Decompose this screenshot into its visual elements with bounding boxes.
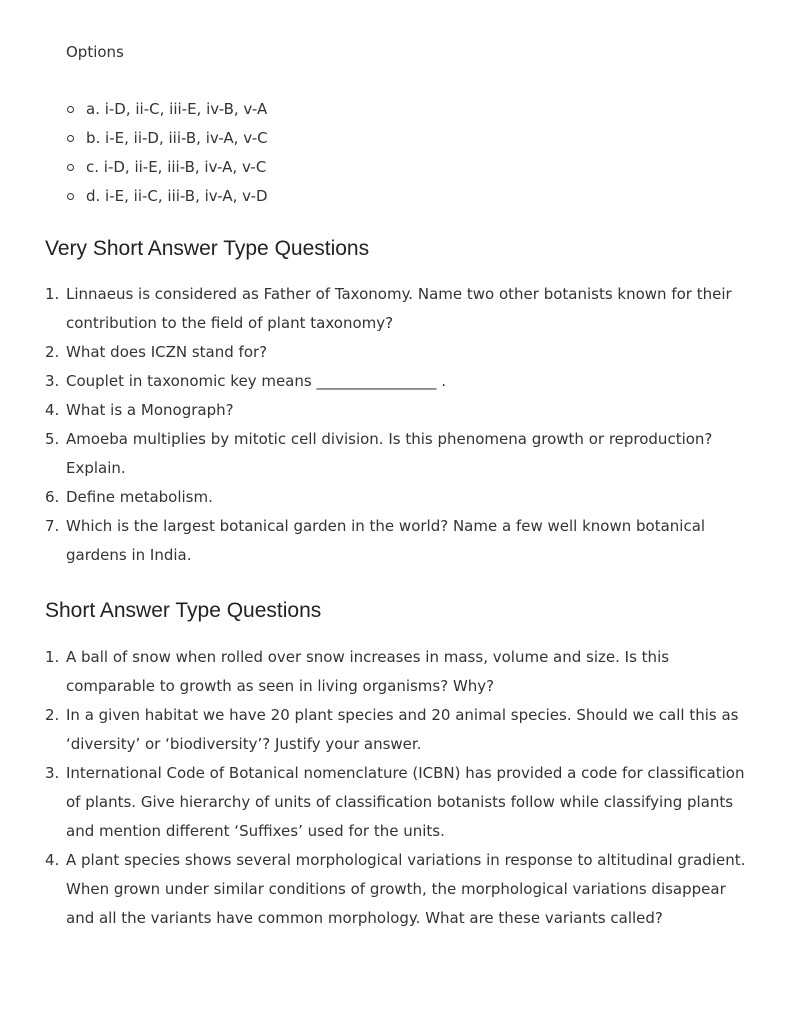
question-number: 3. [45,372,60,390]
question-text: Amoeba multiplies by mitotic cell division. Is this phenomena growth or reproduction? Explain. [66,430,713,477]
option-text: b. i-E, ii-D, iii-B, iv-A, v-C [86,129,268,147]
option-item [66,182,268,211]
question-item [45,512,756,570]
question-text: In a given habitat we have 20 plant species and 20 animal species. Should we call this as ‘diversity’ or ‘biodiversity’? Justify your answer. [66,706,739,753]
options-list [66,95,268,211]
question-item [45,338,756,367]
question-number: 4. [45,401,60,419]
hollow-bullet-icon [67,164,74,171]
option-text: a. i-D, ii-C, iii-E, iv-B, v-A [86,100,268,118]
question-item [45,425,756,483]
section-heading-very-short: Very Short Answer Type Questions [45,237,370,260]
question-item [45,643,756,701]
very-short-question-list [45,280,756,570]
question-number: 1. [45,648,60,666]
question-text: Linnaeus is considered as Father of Taxonomy. Name two other botanists known for their contribution to the field of plant taxonomy? [66,285,732,332]
question-text: Couplet in taxonomic key means ________________ . [66,372,446,390]
hollow-bullet-icon [67,135,74,142]
question-number: 2. [45,343,60,361]
question-item [45,396,756,425]
section-heading-short: Short Answer Type Questions [45,599,322,622]
option-item [66,153,268,182]
question-text: Which is the largest botanical garden in the world? Name a few well known botanical gardens in India. [66,517,706,564]
question-number: 4. [45,851,60,869]
question-item [45,483,756,512]
options-label: Options [66,43,124,61]
question-text: Define metabolism. [66,488,213,506]
question-item [45,846,756,933]
hollow-bullet-icon [67,193,74,200]
question-text: A ball of snow when rolled over snow increases in mass, volume and size. Is this comparable to growth as seen in living organisms? Why? [66,648,670,695]
question-number: 7. [45,517,60,535]
option-item [66,124,268,153]
question-number: 5. [45,430,60,448]
question-item [45,280,756,338]
question-number: 3. [45,764,60,782]
hollow-bullet-icon [67,106,74,113]
question-item [45,701,756,759]
option-text: c. i-D, ii-E, iii-B, iv-A, v-C [86,158,267,176]
question-number: 1. [45,285,60,303]
option-text: d. i-E, ii-C, iii-B, iv-A, v-D [86,187,268,205]
question-text: What is a Monograph? [66,401,234,419]
question-text: A plant species shows several morphological variations in response to altitudinal gradient. When grown under similar conditions of growth, the morphological variations disappear and all the variants have common morphology. What are these variants called? [66,851,746,927]
question-number: 6. [45,488,60,506]
short-question-list [45,643,756,933]
question-item [45,367,756,396]
question-number: 2. [45,706,60,724]
option-item [66,95,268,124]
question-item [45,759,756,846]
question-text: International Code of Botanical nomenclature (ICBN) has provided a code for classification of plants. Give hierarchy of units of classification botanists follow while classifying plants and mention different ‘Suffixes’ used for the units. [66,764,745,840]
question-text: What does ICZN stand for? [66,343,268,361]
